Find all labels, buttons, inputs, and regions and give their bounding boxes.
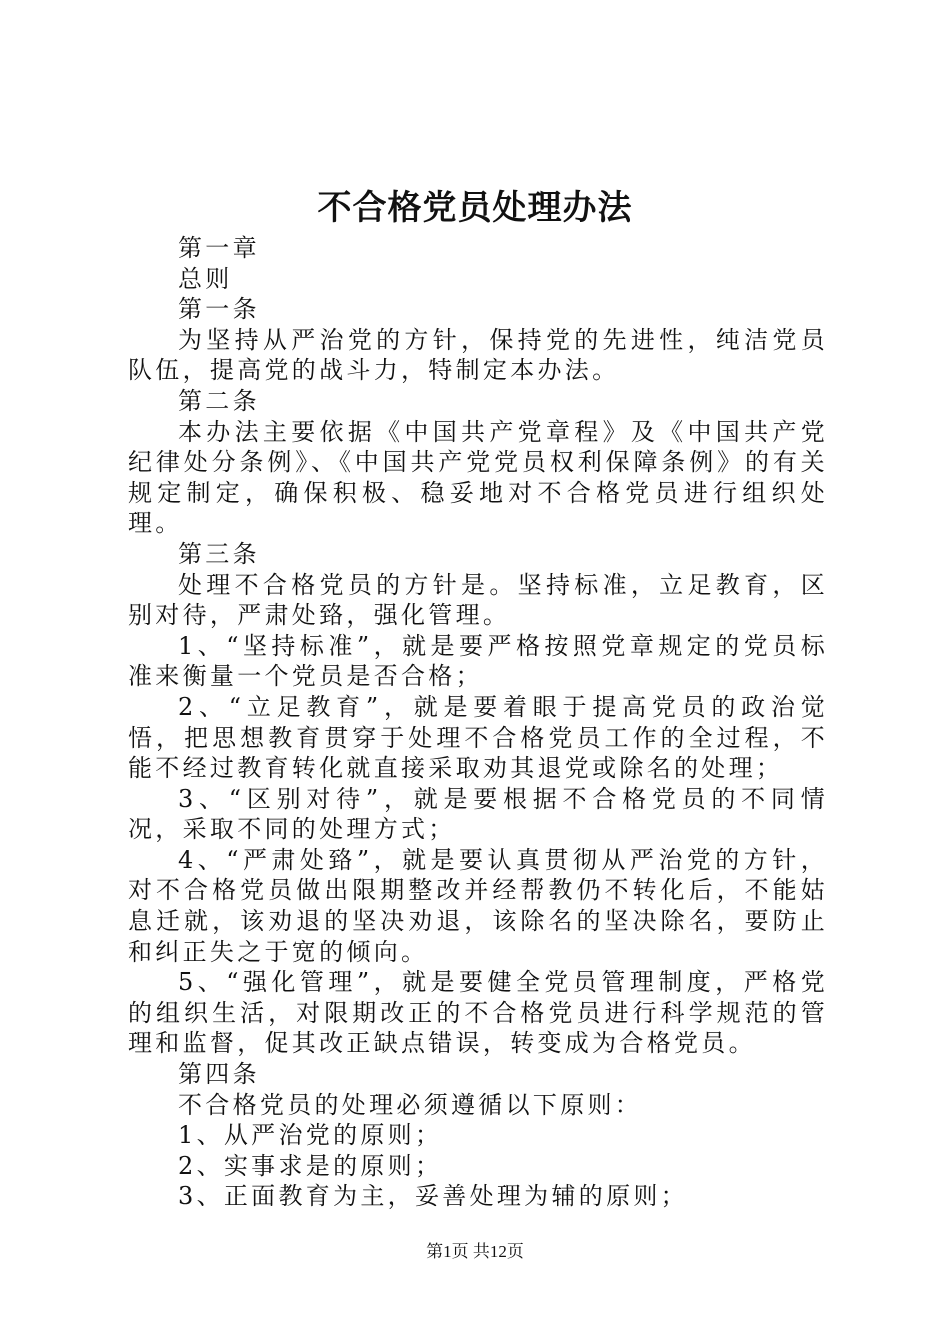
page-footer — [0, 1240, 950, 1264]
chapter-title: 总则 — [178, 264, 233, 293]
paragraph: 处理不合格党员的方针是。坚持标准，立足教育，区别对待，严肃处臵，强化管理。 — [128, 570, 828, 630]
article-heading: 第二条 — [178, 386, 260, 415]
list-item: 2、实事求是的原则； — [178, 1151, 443, 1180]
list-item: 1、“坚持标准”，就是要严格按照党章规定的党员标准来衡量一个党员是否合格； — [128, 631, 828, 691]
article-heading: 第四条 — [178, 1060, 260, 1089]
paragraph: 不合格党员的处理必须遵循以下原则： — [178, 1090, 643, 1119]
paragraph: 为坚持从严治党的方针，保持党的先进性，纯洁党员队伍，提高党的战斗力，特制定本办法。 — [128, 325, 828, 385]
list-item: 2、“立足教育”，就是要着眼于提高党员的政治觉悟，把思想教育贯穿于处理不合格党员工作的全过程，不能不经过教育转化就直接采取劝其退党或除名的处理； — [128, 692, 828, 783]
list-item: 3、正面教育为主，妥善处理为辅的原则； — [178, 1182, 688, 1211]
document-title: 不合格党员处理办法 — [317, 188, 633, 228]
list-item: 5、“强化管理”，就是要健全党员管理制度，严格党的组织生活，对限期改正的不合格党员进行科学规范的管理和监督，促其改正缺点错误，转变成为合格党员。 — [128, 968, 828, 1058]
list-item: 3、“区别对待”，就是要根据不合格党员的不同情况，采取不同的处理方式； — [128, 784, 828, 844]
list-item: 4、“严肃处臵”，就是要认真贯彻从严治党的方针，对不合格党员做出限期整改并经帮教仍不转化后，不能姑息迁就，该劝退的坚决劝退，该除名的坚决除名，要防止和纠正失之于宽的倾向。 — [128, 845, 828, 966]
document-body — [128, 233, 828, 1212]
page-indicator: 第1页 共12页 — [426, 1242, 524, 1261]
paragraph: 本办法主要依据《中国共产党章程》及《中国共产党纪律处分条例》、《中国共产党党员权利保障条例》的有关规定制定，确保积极、稳妥地对不合格党员进行组织处理。 — [128, 417, 828, 538]
article-heading: 第三条 — [178, 539, 260, 568]
list-item: 1、从严治党的原则； — [178, 1121, 443, 1150]
chapter-heading: 第一章 — [178, 234, 260, 262]
article-heading: 第一条 — [178, 295, 260, 324]
